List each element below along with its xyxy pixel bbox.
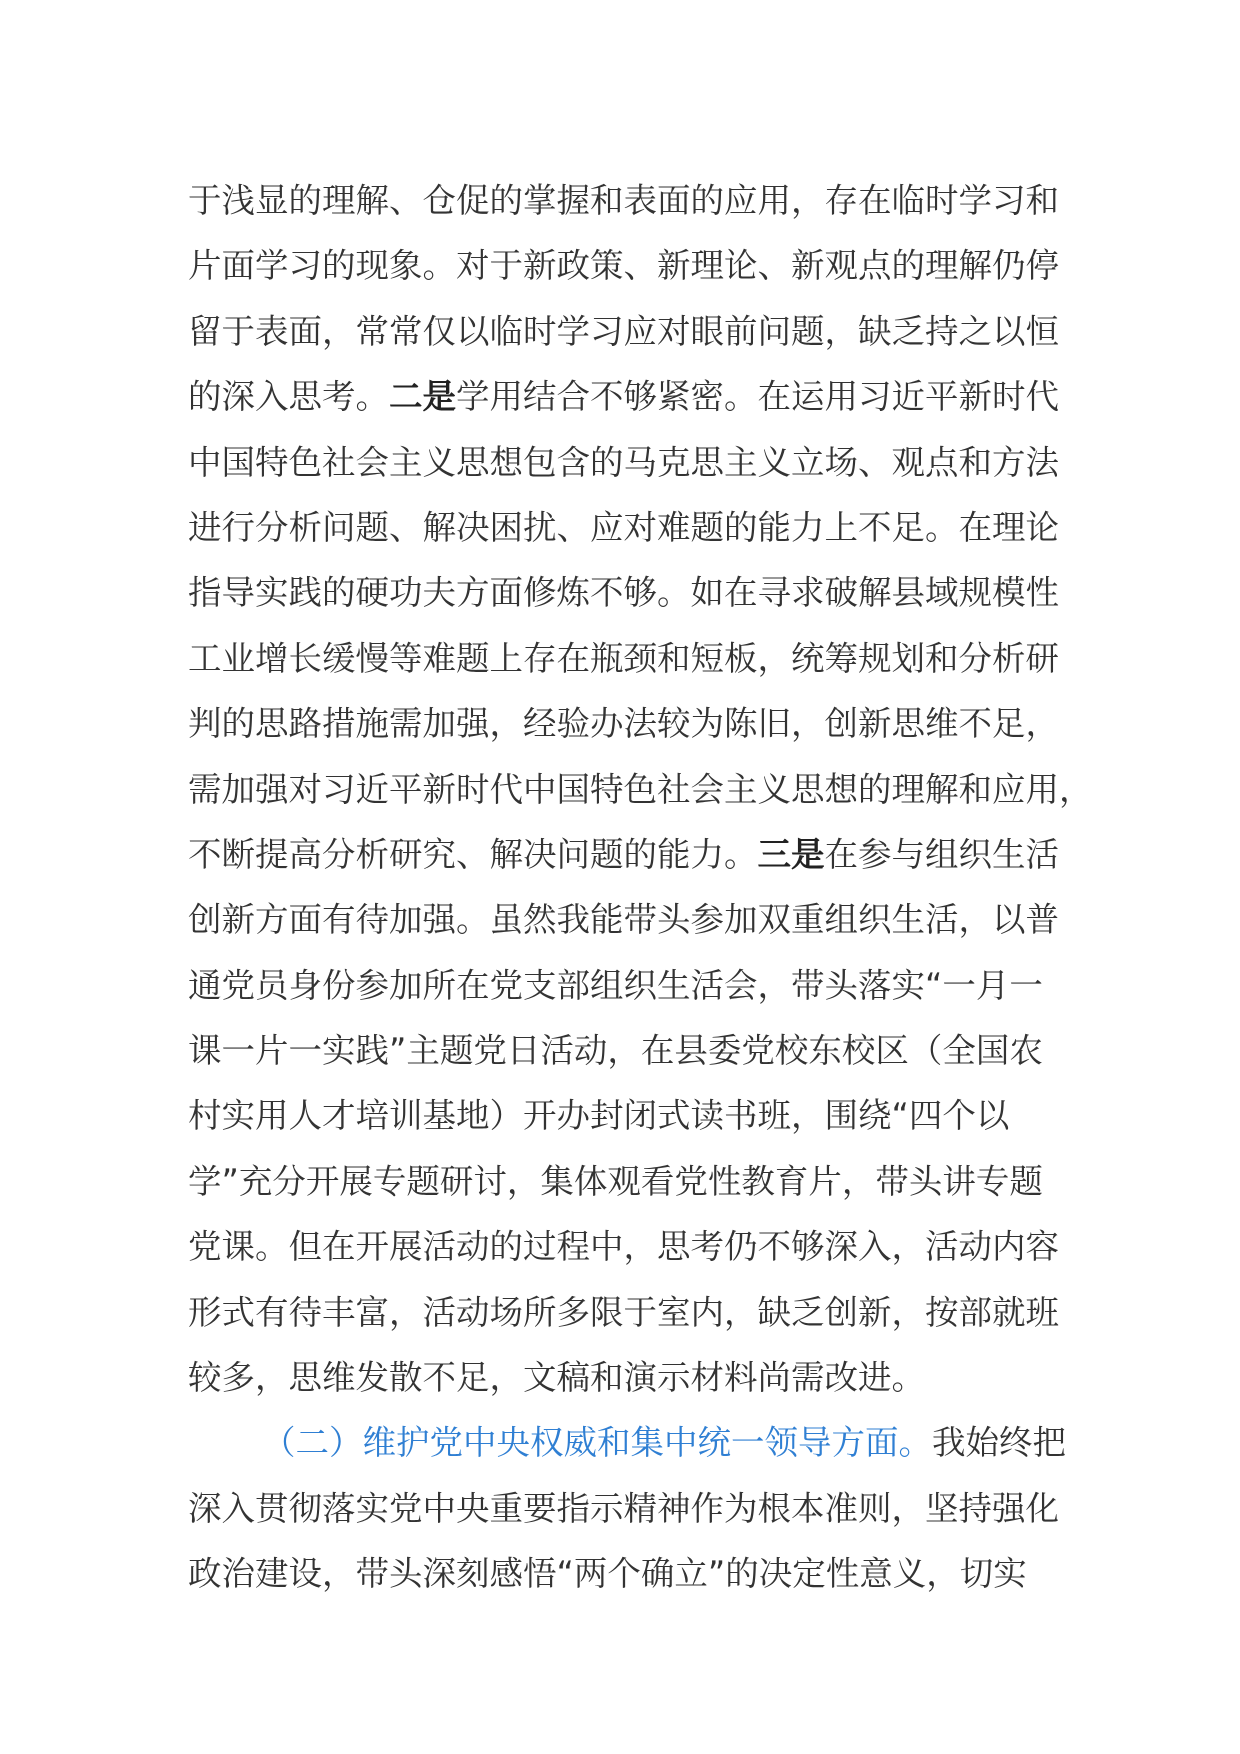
text-line: 学”充分开展专题研讨，集体观看党性教育片，带头讲专题 <box>188 1161 1043 1201</box>
text-line: 创新方面有待加强。虽然我能带头参加双重组织生活，以普 <box>188 900 1059 940</box>
text-line: 村实用人才培训基地）开办封闭式读书班，围绕“四个以 <box>188 1096 1010 1136</box>
text-line: 深入贯彻落实党中央重要指示精神作为根本准则，坚持强化 <box>188 1488 1059 1528</box>
text-line: 留于表面，常常仅以临时学习应对眼前问题，缺乏持之以恒 <box>188 311 1059 351</box>
body-text <box>188 168 1093 1607</box>
point-marker-three: 三是 <box>757 834 825 874</box>
text-line: 通党员身份参加所在党支部组织生活会，带头落实“一月一 <box>188 965 1043 1005</box>
section-heading: （二）维护党中央权威和集中统一领导方面。 <box>262 1423 932 1463</box>
text-line: 工业增长缓慢等难题上存在瓶颈和短板，统筹规划和分析研 <box>188 638 1059 678</box>
text-line: 较多，思维发散不足，文稿和演示材料尚需改进。 <box>188 1358 925 1398</box>
text-line: 指导实践的硬功夫方面修炼不够。如在寻求破解县域规模性 <box>188 573 1059 613</box>
text-line: 的深入思考。二是学用结合不够紧密。在运用习近平新时代 <box>188 377 1059 417</box>
text-line: 中国特色社会主义思想包含的马克思主义立场、观点和方法 <box>188 442 1059 482</box>
text-line: 需加强对习近平新时代中国特色社会主义思想的理解和应用， <box>188 769 1093 809</box>
text-line: 片面学习的现象。对于新政策、新理论、新观点的理解仍停 <box>188 246 1059 286</box>
point-marker-two: 二是 <box>389 377 456 417</box>
section-heading-line: （二）维护党中央权威和集中统一领导方面。我始终把 <box>262 1423 1066 1463</box>
text-line: 于浅显的理解、仓促的掌握和表面的应用，存在临时学习和 <box>188 181 1059 220</box>
text-line: 判的思路措施需加强，经验办法较为陈旧，创新思维不足， <box>188 704 1059 744</box>
text-line: 课一片一实践”主题党日活动，在县委党校东校区（全国农 <box>188 1031 1043 1071</box>
text-line: 政治建设，带头深刻感悟“两个确立”的决定性意义，切实 <box>188 1554 1027 1594</box>
text-line: 党课。但在开展活动的过程中，思考仍不够深入，活动内容 <box>188 1227 1059 1267</box>
text-line: 不断提高分析研究、解决问题的能力。三是在参与组织生活 <box>188 834 1059 874</box>
text-line: 进行分析问题、解决困扰、应对难题的能力上不足。在理论 <box>188 507 1059 547</box>
text-line: 形式有待丰富，活动场所多限于室内，缺乏创新，按部就班 <box>188 1292 1059 1332</box>
